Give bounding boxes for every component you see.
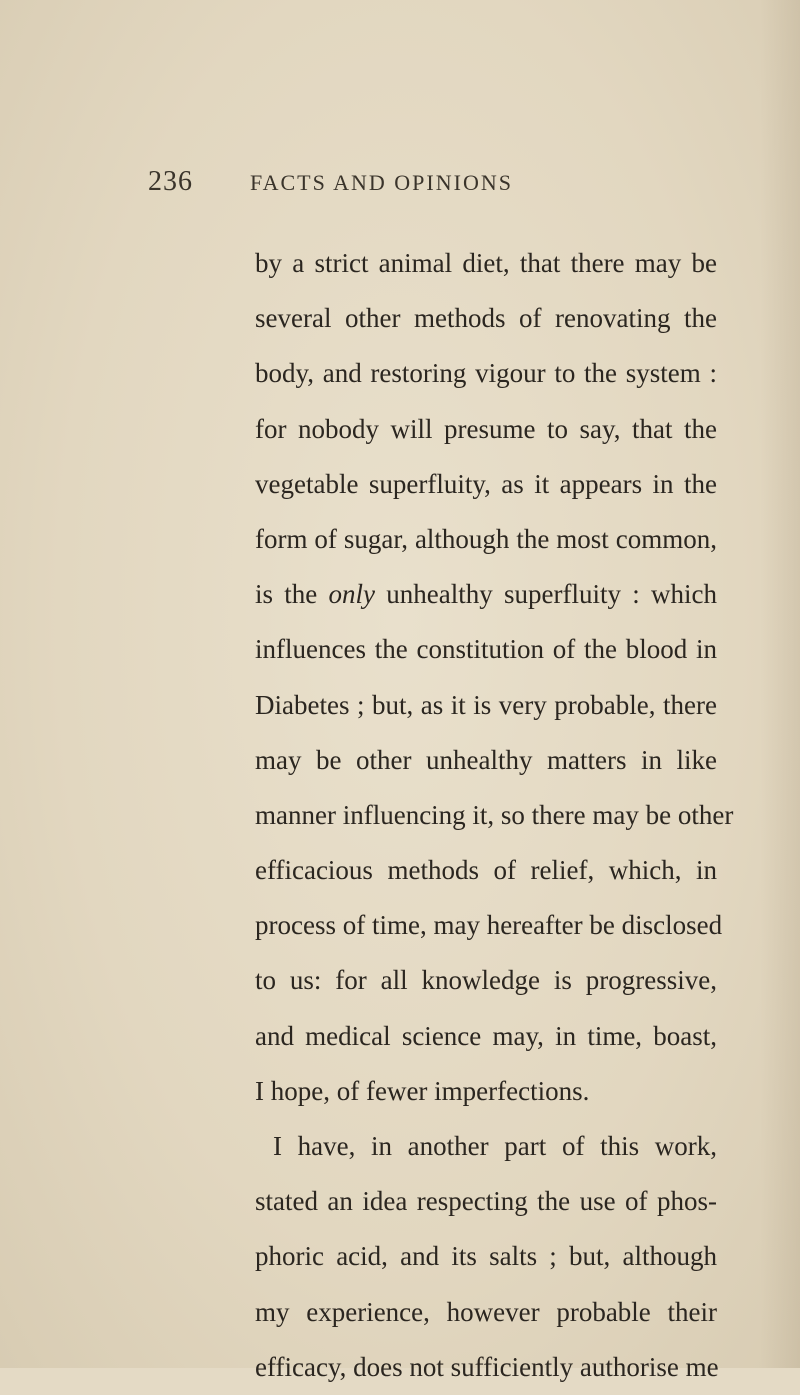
text-line: vegetable superfluity, as it appears in the bbox=[255, 468, 717, 499]
text-line: process of time, may hereafter be disclosed bbox=[255, 910, 723, 941]
running-title: FACTS AND OPINIONS bbox=[250, 170, 513, 195]
paragraph-end-line: I hope, of fewer imperfections. bbox=[255, 1075, 590, 1106]
text-line: to us: for all knowledge is progressive, bbox=[255, 965, 717, 996]
emphasis-word: only bbox=[328, 579, 376, 610]
paragraph-start-line: I have, in another part of this work, bbox=[273, 1131, 717, 1161]
text-line: for nobody will presume to say, that the bbox=[255, 413, 717, 444]
text-line: my experience, however probable their bbox=[255, 1296, 717, 1327]
text-line: phoric acid, and its salts ; but, although bbox=[255, 1241, 717, 1272]
text-line: manner influencing it, so there may be other bbox=[255, 799, 734, 830]
text-line: stated an idea respecting the use of phos- bbox=[255, 1186, 717, 1217]
text-line: by a strict animal diet, that there may be bbox=[255, 248, 717, 278]
text-line: Diabetes ; but, as it is very probable, there bbox=[255, 689, 717, 720]
text-line: influences the constitution of the blood in bbox=[255, 634, 717, 665]
text-line: may be other unhealthy matters in like bbox=[255, 744, 717, 775]
text-line: and medical science may, in time, boast, bbox=[255, 1020, 717, 1051]
text-line: efficacy, does not sufficiently authorise me bbox=[255, 1351, 719, 1382]
text-line: efficacious methods of relief, which, in bbox=[255, 855, 717, 886]
text-line: body, and restoring vigour to the system : bbox=[255, 358, 717, 389]
text-line: several other methods of renovating the bbox=[255, 303, 717, 334]
body-text bbox=[255, 236, 734, 1395]
text-line: form of sugar, although the most common, bbox=[255, 523, 717, 554]
page-edge-shadow bbox=[760, 0, 800, 1368]
page-number: 236 bbox=[148, 166, 193, 197]
text-line: is the only unhealthy superfluity : which bbox=[255, 579, 717, 610]
running-head bbox=[0, 166, 800, 202]
